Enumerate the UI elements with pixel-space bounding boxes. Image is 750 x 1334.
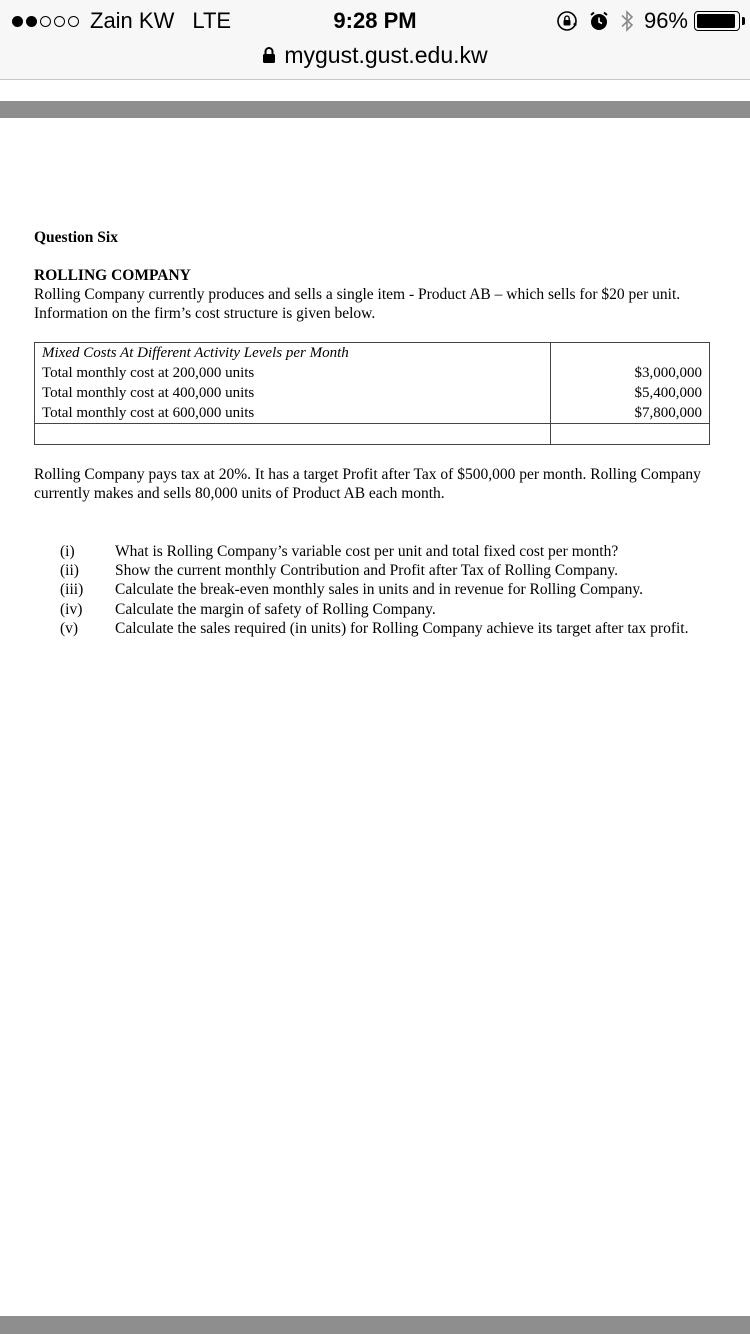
list-item xyxy=(60,561,740,580)
table-empty-row xyxy=(35,424,710,445)
question-number: (iv) xyxy=(60,600,83,618)
question-number: (ii) xyxy=(60,562,79,580)
table-row xyxy=(35,364,710,384)
status-time: 9:28 PM xyxy=(333,8,417,33)
network-type: LTE xyxy=(192,8,232,33)
list-item xyxy=(60,580,740,599)
bluetooth-icon xyxy=(620,9,634,33)
question-list xyxy=(60,542,740,638)
row-label: Total monthly cost at 400,000 units xyxy=(35,384,551,404)
question-title: Question Six xyxy=(34,229,118,246)
list-item xyxy=(60,600,740,619)
carrier-name: Zain KW xyxy=(90,8,175,33)
table-row xyxy=(35,404,710,424)
address-bar[interactable] xyxy=(0,40,750,70)
question-text: Show the current monthly Contribution and Profit after Tax of Rolling Company. xyxy=(115,562,619,580)
row-label: Total monthly cost at 600,000 units xyxy=(35,404,551,424)
list-item xyxy=(60,542,740,561)
company-title: ROLLING COMPANY xyxy=(34,267,191,284)
row-label: Total monthly cost at 200,000 units xyxy=(35,364,551,384)
row-amount: $5,400,000 xyxy=(551,384,710,404)
cost-table xyxy=(34,342,710,445)
battery-icon xyxy=(694,11,740,31)
table-header-row xyxy=(35,343,710,364)
row-amount: $7,800,000 xyxy=(551,404,710,424)
url-text: mygust.gust.edu.kw xyxy=(284,41,488,68)
document-bottom-band xyxy=(0,1316,750,1334)
table-header: Mixed Costs At Different Activity Levels per Month xyxy=(35,343,551,364)
table-header-blank xyxy=(551,343,710,364)
document-top-band xyxy=(0,101,750,118)
question-text: Calculate the sales required (in units) for Rolling Company achieve its target after tax profit. xyxy=(115,619,689,637)
question-text: What is Rolling Company’s variable cost per unit and total fixed cost per month? xyxy=(115,543,619,560)
alarm-icon xyxy=(588,10,610,32)
battery-percent: 96% xyxy=(643,8,688,33)
question-number: (iii) xyxy=(60,581,84,599)
question-text: Calculate the margin of safety of Rolling Company. xyxy=(115,600,436,618)
status-bar-right xyxy=(556,6,740,36)
browser-top-bar xyxy=(0,0,750,80)
tax-paragraph: Rolling Company pays tax at 20%. It has a target Profit after Tax of $500,000 per month. Rolling Company currently makes and sells 80,000 units of Product AB each month. xyxy=(34,466,701,502)
orientation-lock-icon xyxy=(556,10,578,32)
question-text: Calculate the break-even monthly sales in units and in revenue for Rolling Company. xyxy=(115,581,644,599)
question-number: (v) xyxy=(60,619,79,637)
lock-icon xyxy=(262,46,276,64)
row-amount: $3,000,000 xyxy=(551,364,710,384)
question-number: (i) xyxy=(60,543,75,560)
table-row xyxy=(35,384,710,404)
list-item xyxy=(60,619,740,638)
intro-paragraph: Rolling Company currently produces and sells a single item - Product AB – which sells for $20 per unit. Information on the firm’s cost structure is given below. xyxy=(34,286,681,322)
